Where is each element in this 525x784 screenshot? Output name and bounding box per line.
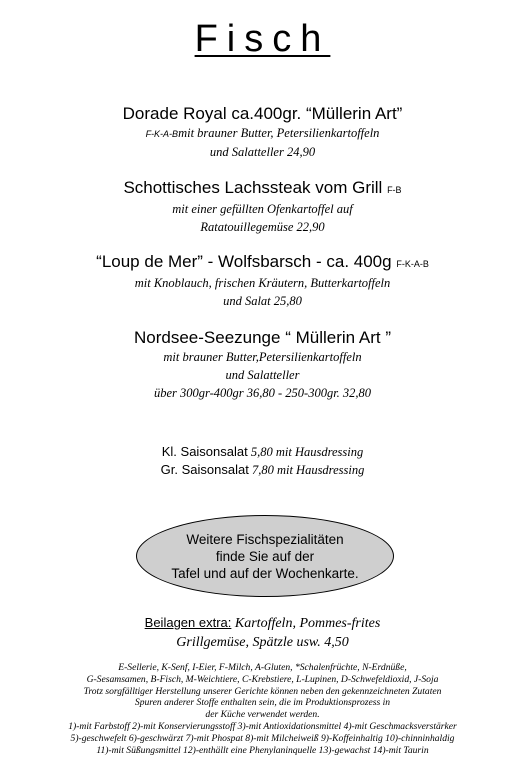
- dish-description: [0, 274, 525, 310]
- dish-name: [0, 328, 525, 348]
- dish-name-text: Nordsee-Seezunge “ Müllerin Art ”: [133, 328, 391, 347]
- desc-line: über 300gr-400gr 36,80 - 250-300gr. 32,80: [153, 386, 372, 400]
- salad-price: 7,80 mit Hausdressing: [251, 463, 365, 477]
- desc-line: mit brauner Butter,Petersilienkartoffeln: [163, 350, 362, 364]
- salad-large: [0, 461, 525, 479]
- salad-name: Gr. Saisonsalat: [160, 462, 249, 477]
- allergen-line: Spuren anderer Stoffe enthalten sein, die im Produktionsprozess in: [134, 697, 391, 709]
- extra-label: Beilagen extra:: [144, 615, 232, 630]
- dish-name-text: “Loup de Mer” - Wolfsbarsch - ca. 400g: [96, 252, 392, 271]
- extra-line-2: Grillgemüse, Spätzle usw. 4,50: [176, 635, 349, 650]
- allergen-code: F-K-A-B: [145, 129, 179, 139]
- allergen-notes: [0, 662, 525, 756]
- dish-name: [0, 178, 525, 200]
- oval-line: Tafel und auf der Wochenkarte.: [171, 565, 359, 581]
- page-title: Fisch: [194, 18, 331, 60]
- allergen-line: 11)-mit Süßungsmittel 12)-enthällt eine Phenylaninquelle 13)-gewachst 14)-mit Taurin: [96, 744, 429, 756]
- allergen-line: Trotz sorgfälltiger Herstellung unserer Gerichte können neben den gekennzeichneten Zutaten: [83, 685, 442, 697]
- dish-name-text: Schottisches Lachssteak vom Grill: [123, 178, 383, 197]
- dish-loup-de-mer: [0, 252, 525, 310]
- desc-line: mit einer gefüllten Ofenkartoffel auf: [172, 202, 353, 216]
- side-dishes-extra: [0, 613, 525, 652]
- desc-line: Ratatouillegemüse 22,90: [200, 220, 325, 234]
- dish-name: [0, 252, 525, 274]
- dish-description: [0, 348, 525, 402]
- desc-line: mit Knoblauch, frischen Kräutern, Butterkartoffeln: [134, 276, 391, 290]
- salad-price: 5,80 mit Hausdressing: [250, 445, 364, 459]
- allergen-line: der Küche verwendet werden.: [205, 709, 320, 721]
- dish-seezunge: [0, 328, 525, 402]
- dish-description: [0, 124, 525, 161]
- allergen-line: G-Sesamsamen, B-Fisch, M-Weichtiere, C-Krebstiere, L-Lupinen, D-Schwefeldioxid, J-Soja: [86, 673, 439, 685]
- oval-line: finde Sie auf der: [215, 548, 315, 564]
- desc-text: mit brauner Butter, Petersilienkartoffeln: [178, 126, 380, 140]
- dish-name: [0, 104, 525, 124]
- desc-text: und Salatteller 24,90: [209, 145, 316, 159]
- desc-line: [0, 143, 525, 161]
- allergen-code: F-B: [387, 185, 402, 195]
- allergen-line: 5)-geschwefelt 6)-geschwärzt 7)-mit Phospat 8)-mit Milcheiweiß 9)-Koffeinhaltig 10)-chinninhaldig: [70, 732, 455, 744]
- desc-line: [0, 124, 525, 143]
- desc-line: und Salat 25,80: [223, 294, 302, 308]
- extra-text: Kartoffeln, Pommes-frites: [234, 616, 381, 631]
- extra-line-1: [0, 613, 525, 633]
- dish-description: [0, 200, 525, 236]
- oval-line: Weitere Fischspezialitäten: [186, 531, 344, 547]
- specials-oval: [136, 515, 394, 597]
- allergen-code: F-K-A-B: [396, 259, 429, 269]
- desc-line: und Salatteller: [225, 368, 300, 382]
- dish-lachssteak: [0, 178, 525, 236]
- allergen-line: E-Sellerie, K-Senf, I-Eier, F-Milch, A-Gluten, *Schalenfrüchte, N-Erdnüße,: [118, 662, 407, 673]
- dish-dorade: [0, 104, 525, 161]
- salad-name: Kl. Saisonsalat: [161, 444, 248, 459]
- salad-small: [0, 443, 525, 461]
- dish-name-text: Dorade Royal ca.400gr. “Müllerin Art”: [122, 104, 403, 123]
- allergen-line: 1)-mit Farbstoff 2)-mit Konservierungsstoff 3)-mit Antioxidationsmittel 4)-mit Geschmacksverstärker: [68, 720, 457, 732]
